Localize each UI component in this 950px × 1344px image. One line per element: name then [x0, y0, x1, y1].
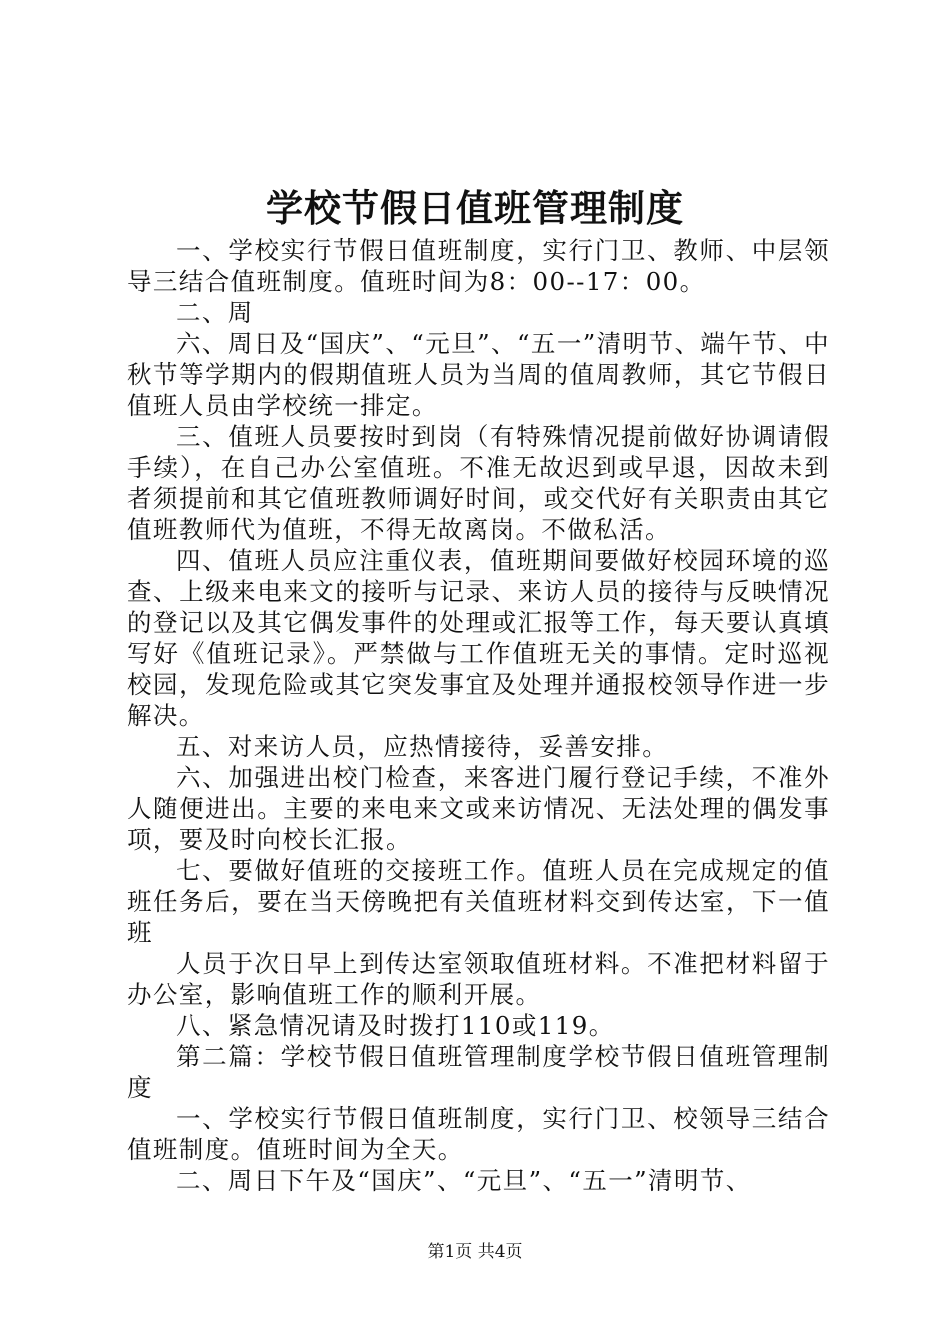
paragraph-11: 第二篇：学校节假日值班管理制度学校节假日值班管理制度: [127, 1042, 830, 1102]
paragraph-4: 三、值班人员要按时到岗（有特殊情况提前做好协调请假手续），在自己办公室值班。不准无故迟到或早退，因故未到者须提前和其它值班教师调好时间，或交代好有关职责由其它值班教师代为值班，不得无故离岗。不做私活。: [127, 422, 830, 544]
paragraph-1: 一、学校实行节假日值班制度，实行门卫、教师、中层领导三结合值班制度。值班时间为8：00--17：00。: [127, 236, 830, 296]
paragraph-7: 六、加强进出校门检查，来客进门履行登记手续，不准外人随便进出。主要的来电来文或来访情况、无法处理的偶发事项，要及时向校长汇报。: [127, 763, 830, 854]
paragraph-13: 二、周日下午及“国庆”、“元旦”、“五一”清明节、: [176, 1166, 752, 1195]
paragraph-2: 二、周: [176, 298, 254, 327]
paragraph-12: 一、学校实行节假日值班制度，实行门卫、校领导三结合值班制度。值班时间为全天。: [127, 1104, 830, 1164]
paragraph-9: 人员于次日早上到传达室领取值班材料。不准把材料留于办公室，影响值班工作的顺利开展。: [127, 949, 830, 1009]
paragraph-3: 六、周日及“国庆”、“元旦”、“五一”清明节、端午节、中秋节等学期内的假期值班人员为当周的值周教师，其它节假日值班人员由学校统一排定。: [127, 329, 830, 420]
document-title: 学校节假日值班管理制度: [266, 186, 684, 230]
page-indicator: 第1页 共4页: [427, 1242, 523, 1262]
paragraph-10: 八、紧急情况请及时拨打110或119。: [176, 1011, 615, 1040]
paragraph-8: 七、要做好值班的交接班工作。值班人员在完成规定的值班任务后，要在当天傍晚把有关值班材料交到传达室，下一值班: [127, 856, 830, 947]
document-body: [127, 235, 830, 1196]
paragraph-6: 五、对来访人员，应热情接待，妥善安排。: [176, 732, 669, 761]
paragraph-5: 四、值班人员应注重仪表，值班期间要做好校园环境的巡查、上级来电来文的接听与记录、来访人员的接待与反映情况的登记以及其它偶发事件的处理或汇报等工作，每天要认真填写好《值班记录》。严禁做与工作值班无关的事情。定时巡视校园，发现危险或其它突发事宜及处理并通报校领导作进一步解决。: [127, 546, 830, 730]
